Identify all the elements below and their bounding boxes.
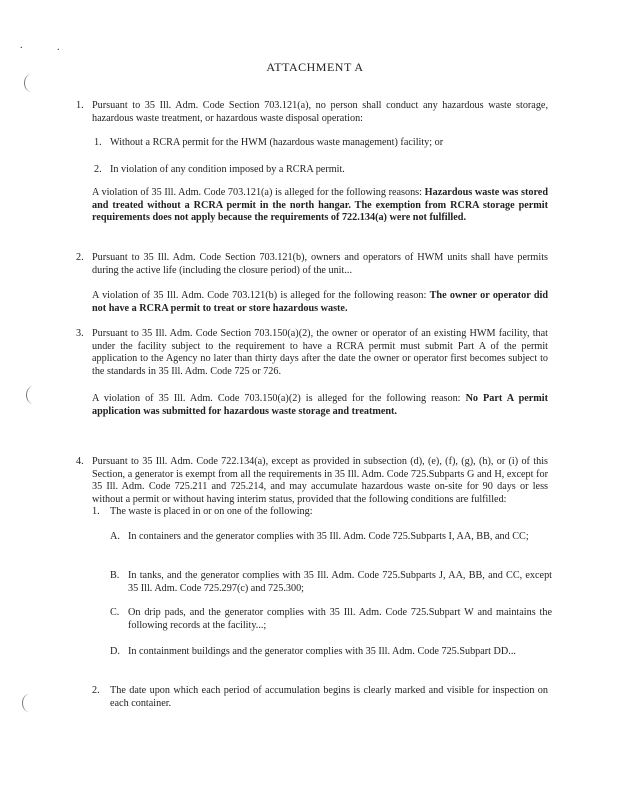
item-number: 3. <box>76 328 84 339</box>
violation-paragraph <box>92 187 548 225</box>
sub-item-number: 2. <box>94 164 102 175</box>
violation-finding: Hazardous waste was stored and treated without a RCRA permit in the north hangar. The exemption from RCRA storage permit requirements does not apply because the requirements of 722.134(a) were not fulfilled. <box>92 187 548 223</box>
item-text: Pursuant to 35 Ill. Adm. Code Section 703.121(a), no person shall conduct any hazardous waste storage, hazardous waste treatment, or hazardous waste disposal operation: <box>92 100 548 124</box>
violation-lead: A violation of 35 Ill. Adm. Code 703.121(a) is alleged for the following reasons: <box>92 187 422 198</box>
binder-hole-mark <box>26 386 41 404</box>
clause-letter: D. <box>110 646 120 657</box>
scan-speck: . <box>20 40 23 51</box>
item-number: 2. <box>76 252 84 263</box>
item-number: 1. <box>76 100 84 111</box>
violation-paragraph <box>92 290 548 315</box>
page-title: ATTACHMENT A <box>266 60 364 74</box>
violation-lead: A violation of 35 Ill. Adm. Code 703.150(a)(2) is alleged for the following reason: <box>92 393 461 404</box>
sub-item-number: 2. <box>92 685 100 696</box>
violation-finding: The owner or operator did not have a RCRA permit to treat or store hazardous waste. <box>92 290 548 314</box>
violation-finding: No Part A permit application was submitted for hazardous waste storage and treatment. <box>92 393 549 417</box>
clause-text: In containment buildings and the generator complies with 35 Ill. Adm. Code 725.Subpart DD... <box>128 646 516 657</box>
sub-item-text: The date upon which each period of accumulation begins is clearly marked and visible for inspection on each container. <box>110 685 548 709</box>
item-number: 4. <box>76 456 84 467</box>
sub-item-number: 1. <box>92 506 100 517</box>
item-text: Pursuant to 35 Ill. Adm. Code Section 703.121(b), owners and operators of HWM units shall have permits during the active life (including the closure period) of the unit... <box>92 252 548 276</box>
sub-item-text: Without a RCRA permit for the HWM (hazardous waste management) facility; or <box>110 137 444 148</box>
clause-text: On drip pads, and the generator complies with 35 Ill. Adm. Code 725.Subpart W and maintains the following records at the facility...; <box>128 607 552 631</box>
item-text: Pursuant to 35 Ill. Adm. Code Section 703.150(a)(2), the owner or operator of an existing HWM facility, that under the facility subject to the requirement to have a RCRA permit must submit Part A of the permit application to the Agency no later than thirty days after the date the owner or operator first becomes subject to the standards in 35 Ill. Adm. Code 725 or 726. <box>92 328 548 377</box>
clause-letter: A. <box>110 531 120 542</box>
clause-text: In containers and the generator complies with 35 Ill. Adm. Code 725.Subparts I, AA, BB, and CC; <box>128 531 529 542</box>
clause-letter: C. <box>110 607 120 618</box>
sub-item-text: The waste is placed in or on one of the following: <box>110 506 313 517</box>
violation-lead: A violation of 35 Ill. Adm. Code 703.121(b) is alleged for the following reason: <box>92 290 427 301</box>
clause-text: In tanks, and the generator complies with 35 Ill. Adm. Code 725.Subparts J, AA, BB, and CC, except 35 Ill. Adm. Code 725.297(c) and 725.300; <box>128 570 552 594</box>
scan-speck: . <box>57 42 60 53</box>
binder-hole-mark <box>24 74 39 92</box>
violation-paragraph <box>92 393 548 418</box>
sub-item-text: In violation of any condition imposed by a RCRA permit. <box>110 164 345 175</box>
binder-hole-mark <box>22 694 37 712</box>
item-text: Pursuant to 35 Ill. Adm. Code 722.134(a), except as provided in subsection (d), (e), (f), (g), (h), or (i) of this Section, a generator is exempt from all the requirements in 35 Ill. Adm. Code 725.Subparts G and H, except for 35 Ill. Adm. Code 725.211 and 725.214, and may accumulate hazardous waste on-site for 90 days or less without a permit or without having interim status, provided that the following conditions are fulfilled: <box>92 456 548 505</box>
clause-letter: B. <box>110 570 120 581</box>
sub-item-number: 1. <box>94 137 102 148</box>
